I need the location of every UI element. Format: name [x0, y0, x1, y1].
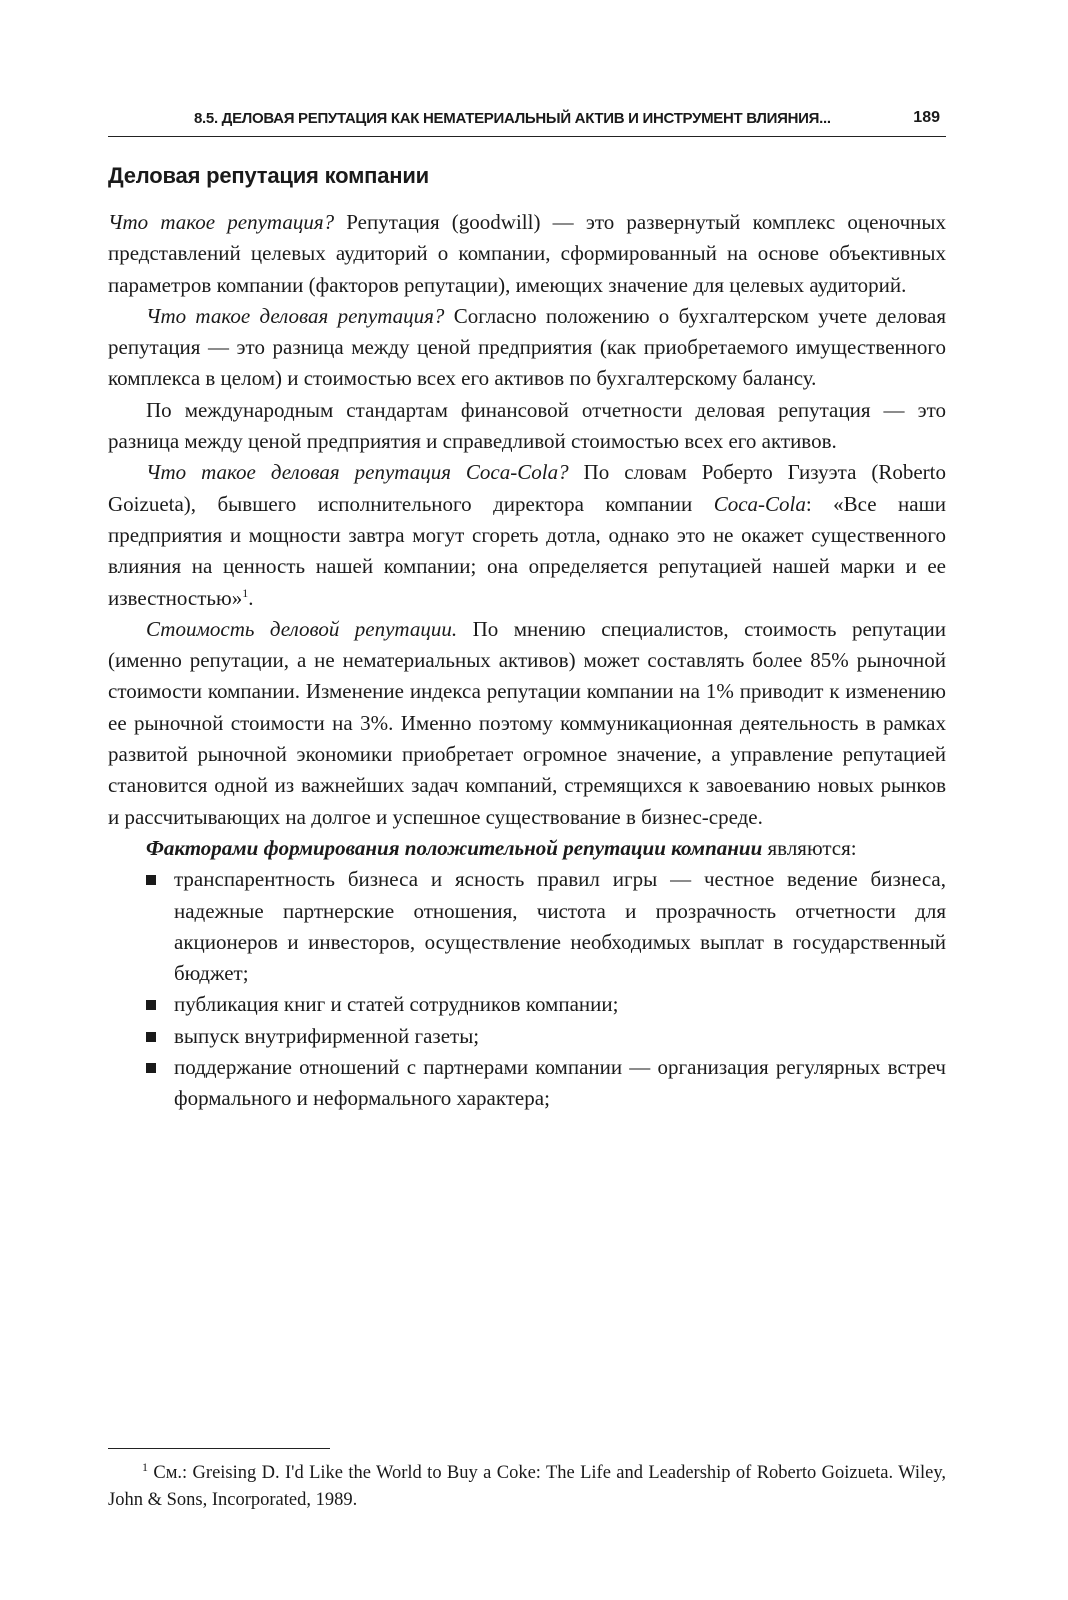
footnote-text: См.: Greising D. I'd Like the World to Buy a Coke: The Life and Leadership of Roberto Goizueta. Wiley, John & Sons, Incorporated, 1989.	[108, 1463, 946, 1510]
square-bullet-icon	[146, 1000, 156, 1010]
term-reputation: Что такое репутация?	[108, 210, 335, 234]
footnote-divider	[108, 1448, 330, 1449]
term-reputation-value: Стоимость деловой репутации.	[146, 616, 458, 641]
paragraph-text: По международным стандартам финансовой отчетности деловая репутация — это разница между ценой предприятия и справедливой стоимостью всех его активов.	[108, 397, 946, 454]
footnote-marker: 1	[142, 1459, 148, 1474]
footnote	[108, 1460, 946, 1514]
square-bullet-icon	[146, 1063, 156, 1073]
square-bullet-icon	[146, 1032, 156, 1042]
body-text	[108, 207, 946, 1115]
list-item	[108, 989, 946, 1020]
paragraph-text: : «Все наши предприятия и мощности завтра могут сгореть дотла, однако это не окажет существенного влияния на ценность нашей компании; она определяется репутацией нашей марки и ее известностью»	[108, 491, 946, 610]
paragraph-international-standards	[108, 395, 946, 458]
footnote-reference[interactable]: 1	[242, 585, 249, 600]
paragraph-text: являются:	[762, 835, 857, 860]
paragraph-text: По мнению специалистов, стоимость репутации (именно репутации, а не нематериальных активов) может составлять более 85% рыночной стоимости компании. Изменение индекса репутации компании на 1% приводит к изменению ее рыночной стоимости на 3%. Именно поэтому коммуникационная деятельность в рамках развитой рыночной экономики приобретает огромное значение, а управление репутацией становится одной из важнейших задач компаний, стремящихся к завоеванию новых рынков и рассчитывающих на долгое и успешное существование в бизнес-среде.	[108, 616, 946, 829]
list-item-text: публикация книг и статей сотрудников компании;	[174, 992, 619, 1017]
paragraph-text: По словам Роберто Гизуэта (Roberto Goizueta), бывшего исполнительного директора компании	[108, 460, 947, 516]
list-item	[108, 864, 946, 989]
paragraph-text: .	[248, 585, 254, 610]
term-coca-cola-reputation: Что такое деловая репутация Coca-Cola?	[146, 460, 569, 485]
paragraph-factors-intro	[108, 833, 946, 864]
paragraph-text: Репутация (goodwill) — это развернутый комплекс оценочных представлений целевых аудиторий о компании, сформированный на основе объективных параметров компании (факторов репутации), имеющих значение для целевых аудиторий.	[108, 210, 946, 297]
term-factors: Факторами формирования положительной репутации компании	[146, 835, 763, 860]
square-bullet-icon	[146, 875, 156, 885]
list-item-text: поддержание отношений с партнерами компании — организация регулярных встреч формального и неформального характера;	[174, 1055, 946, 1111]
list-item-text: транспарентность бизнеса и ясность правил игры — честное ведение бизнеса, надежные партнерские отношения, чистота и прозрачность отчетности для акционеров и инвесторов, осуществление необходимых выплат в государственный бюджет;	[174, 867, 946, 986]
company-name: Coca-Cola	[713, 491, 806, 516]
running-header	[108, 108, 946, 137]
list-item	[108, 1052, 946, 1115]
list-item-text: выпуск внутрифирменной газеты;	[174, 1023, 480, 1048]
paragraph-business-reputation	[108, 301, 946, 395]
factors-list	[108, 864, 946, 1114]
section-heading: Деловая репутация компании	[108, 163, 429, 188]
paragraph-coca-cola	[108, 457, 946, 613]
running-title: 8.5. ДЕЛОВАЯ РЕПУТАЦИЯ КАК НЕМАТЕРИАЛЬНЫЙ АКТИВ И ИНСТРУМЕНТ ВЛИЯНИЯ...	[194, 110, 831, 127]
paragraph-reputation-definition	[108, 207, 946, 301]
page-number: 189	[913, 109, 940, 126]
list-item	[108, 1021, 946, 1052]
paragraph-text: Согласно положению о бухгалтерском учете деловая репутация — это разница между ценой предприятия (как приобретаемого имущественного комплекса в целом) и стоимостью всех его активов по бухгалтерскому балансу.	[108, 303, 946, 391]
paragraph-reputation-value	[108, 614, 946, 833]
term-business-reputation: Что такое деловая репутация?	[146, 303, 445, 328]
